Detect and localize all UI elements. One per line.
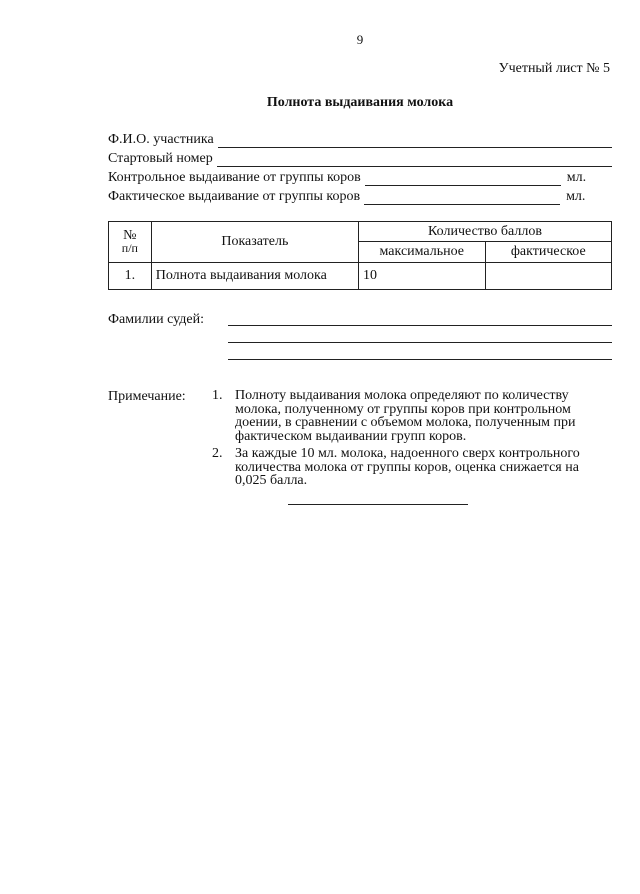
field-blank-line[interactable] [217,153,612,167]
note-item [212,389,612,445]
field-actual-milking [108,187,612,205]
column-header-indicator: Показатель [151,222,358,263]
field-label: Ф.И.О. участника [108,132,214,147]
field-control-milking [108,168,612,186]
field-blank-line[interactable] [218,134,612,148]
judge-signature-line[interactable] [228,325,612,326]
note-item [212,447,612,489]
judges-label: Фамилии судей: [108,312,204,327]
number-sub: п/п [121,241,138,255]
field-blank-line[interactable] [364,191,560,205]
score-table [108,221,612,290]
field-label: Стартовый номер [108,151,213,166]
field-label: Контрольное выдаивание от группы коров [108,170,361,185]
row-indicator: Полнота выдаивания молока [151,263,358,290]
column-header-number [109,222,152,263]
field-unit: мл. [566,189,586,204]
note-number: 2. [212,446,223,461]
field-start-number [108,149,612,167]
column-header-points: Количество баллов [359,222,612,242]
note-text: Полноту выдаивания молока определяют по количеству молока, полученному от группы коров при контрольном доении, в сравнении с объемом молока, полученным при фактическом выдаивании групп коров. [235,388,576,444]
sheet-label: Учетный лист № 5 [498,61,610,76]
page-number: 9 [356,32,364,47]
field-label: Фактическое выдаивание от группы коров [108,189,361,204]
judge-signature-line[interactable] [228,342,612,343]
field-blank-line[interactable] [365,172,561,186]
document-title: Полнота выдаивания молока [266,95,454,110]
column-header-max: максимальное [359,242,486,263]
column-header-actual: фактическое [485,242,611,263]
table-row [109,263,612,290]
note-number: 1. [212,388,223,403]
note-label: Примечание: [108,389,186,404]
number-symbol: № [123,228,137,243]
end-separator-line [288,504,468,505]
row-actual-points[interactable] [485,263,611,290]
field-participant-name [108,130,612,148]
note-text: За каждые 10 мл. молока, надоенного сверх контрольного количества молока от группы коров, оценка снижается на 0,025 балла. [235,446,580,488]
judge-signature-line[interactable] [228,359,612,360]
row-max-points: 10 [359,263,486,290]
field-unit: мл. [566,170,587,185]
row-number: 1. [109,263,152,290]
